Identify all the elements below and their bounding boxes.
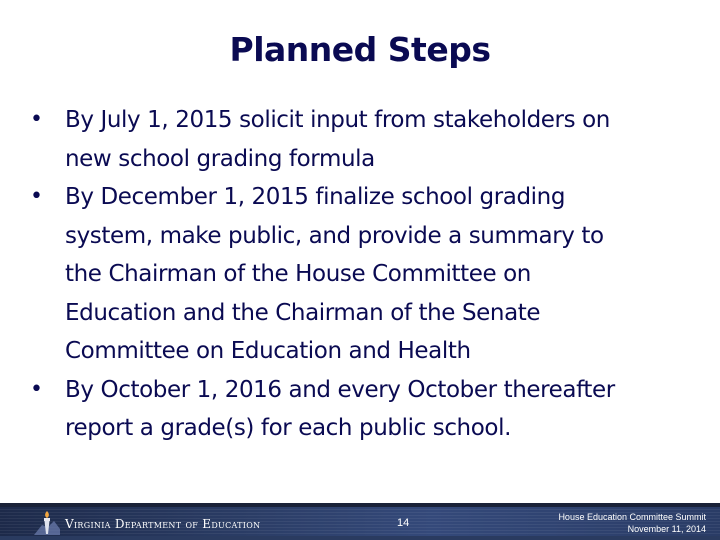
bullet-line: By July 1, 2015 solicit input from stakeholders on — [65, 107, 610, 133]
bullet-line: system, make public, and provide a summary to — [65, 222, 604, 249]
torch-icon — [34, 509, 60, 537]
slide-title: Planned Steps — [229, 30, 491, 69]
footer-banner — [0, 503, 720, 540]
event-name: House Education Committee Summit — [558, 512, 706, 522]
bullet-icon: • — [30, 107, 43, 132]
bullet-item — [30, 371, 710, 448]
footer-event-info — [558, 511, 706, 535]
footer-bottom-stripe — [0, 536, 720, 540]
bullet-line: new school grading formula — [65, 145, 375, 172]
bullet-icon: • — [30, 376, 43, 402]
footer-top-stripe — [0, 503, 720, 507]
bullet-icon: • — [30, 184, 43, 209]
event-date: November 11, 2014 — [627, 524, 706, 534]
bullet-line: the Chairman of the House Committee on — [65, 261, 531, 287]
bullet-list — [30, 101, 710, 448]
page-number: 14 — [397, 517, 410, 529]
bullet-line: Committee on Education and Health — [65, 338, 471, 364]
organization-name: Virginia Department of Education — [65, 517, 261, 531]
bullet-item — [30, 101, 710, 178]
bullet-item — [30, 178, 710, 371]
bullet-line: By October 1, 2016 and every October thereafter — [65, 376, 615, 403]
bullet-line: report a grade(s) for each public school. — [65, 415, 511, 441]
bullet-line: Education and the Chairman of the Senate — [65, 299, 541, 326]
bullet-line: By December 1, 2015 finalize school grading — [65, 184, 566, 210]
